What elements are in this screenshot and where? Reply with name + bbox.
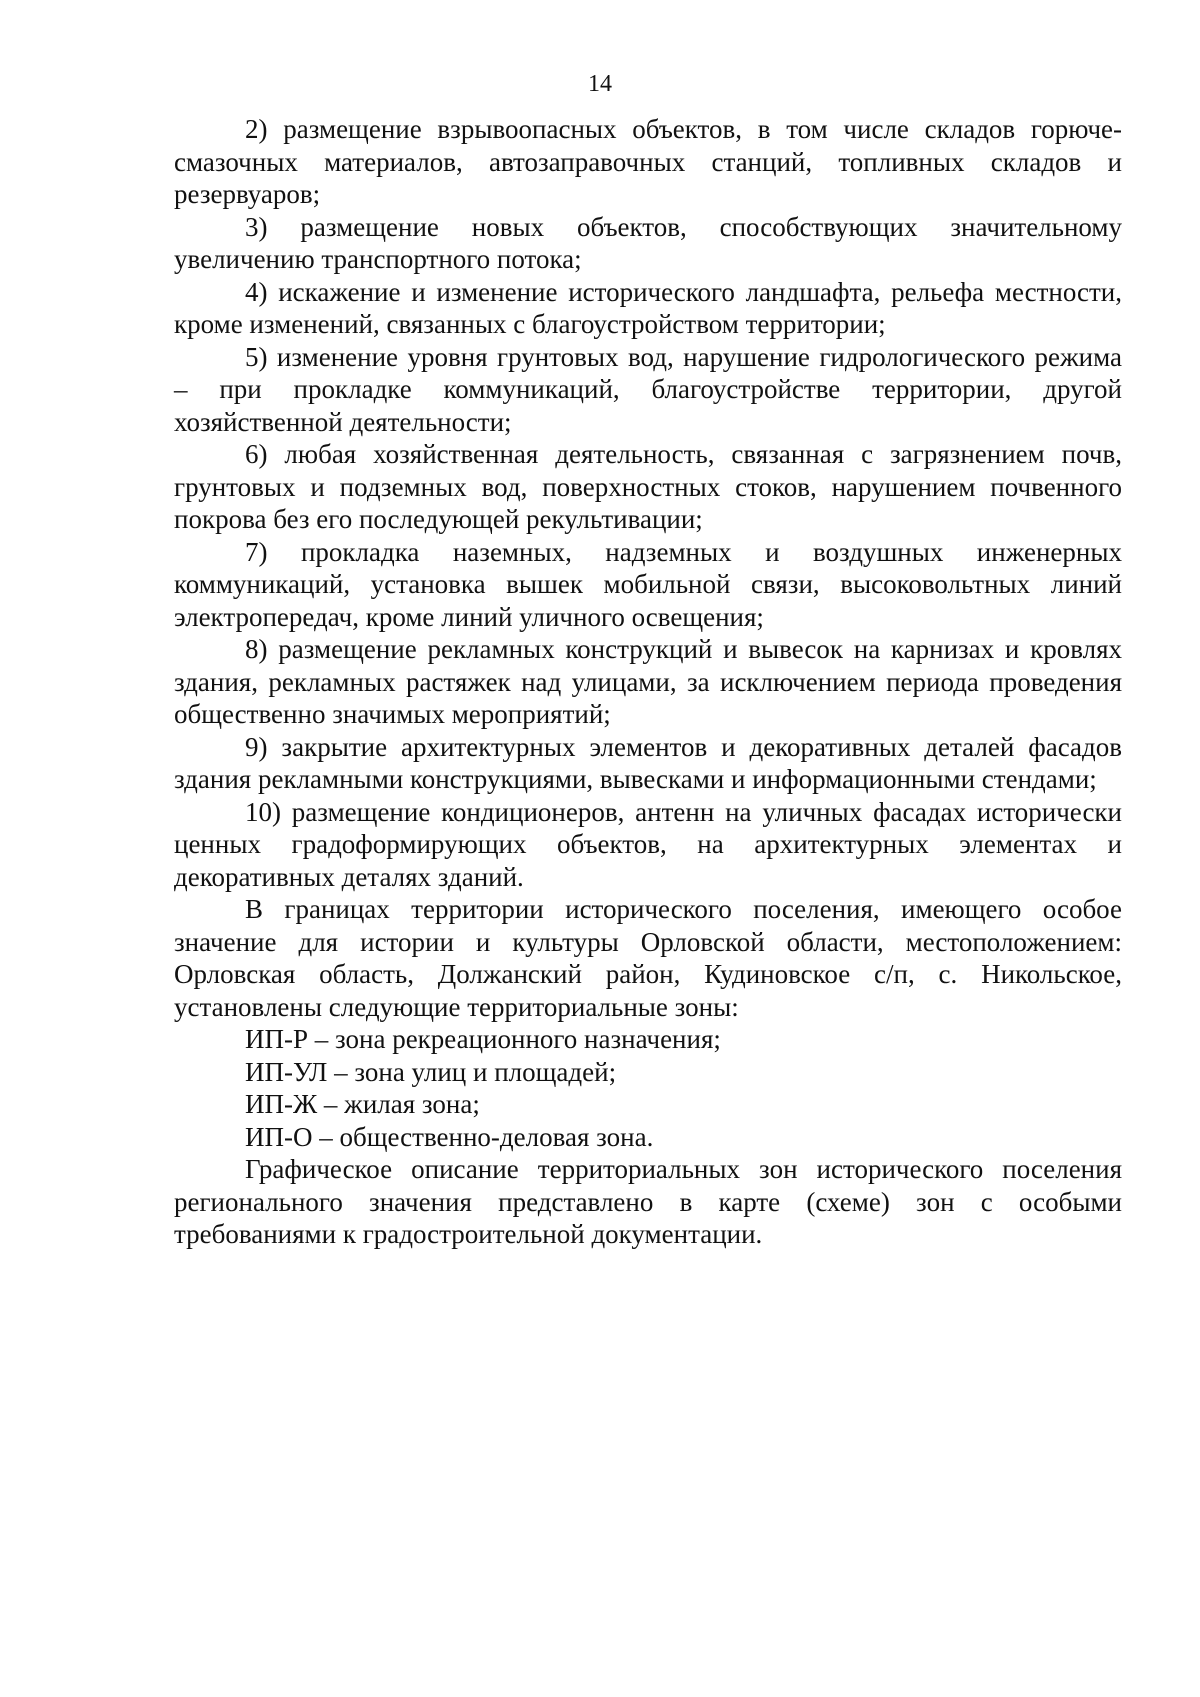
list-item-4: 4) искажение и изменение исторического ландшафта, рельефа местности, кроме изменений, связанных с благоустройством территории;: [174, 276, 1122, 339]
graphic-description-paragraph: Графическое описание территориальных зон исторического поселения регионального значения представлено в карте (схеме) зон с особыми требованиями к градостроительной документации.: [174, 1154, 1122, 1249]
list-item-9: 9) закрытие архитектурных элементов и декоративных деталей фасадов здания рекламными конструкциями, вывесками и информационными стендами;: [174, 731, 1122, 794]
zone-ip-zh: ИП-Ж – жилая зона;: [245, 1089, 480, 1119]
zones-intro-paragraph: В границах территории исторического поселения, имеющего особое значение для истории и культуры Орловской области, местоположением: Орловская область, Должанский район, Кудиновское с/п, с. Никольское, установлены следующие территориальные зоны:: [174, 894, 1122, 1022]
list-item-7: 7) прокладка наземных, надземных и воздушных инженерных коммуникаций, установка вышек мобильной связи, высоковольтных линий электропередач, кроме линий уличного освещения;: [174, 536, 1122, 632]
document-body: [174, 113, 1122, 1251]
list-item-6: 6) любая хозяйственная деятельность, связанная с загрязнением почв, грунтовых и подземных вод, поверхностных стоков, нарушением почвенного покрова без его последующей рекультивации;: [174, 439, 1122, 534]
list-item-8: 8) размещение рекламных конструкций и вывесок на карнизах и кровлях здания, рекламных растяжек над улицами, за исключением периода проведения общественно значимых мероприятий;: [174, 634, 1122, 729]
zone-ip-r: ИП-Р – зона рекреационного назначения;: [245, 1024, 721, 1054]
zone-ip-o: ИП-О – общественно-деловая зона.: [245, 1121, 654, 1152]
list-item-3: 3) размещение новых объектов, способствующих значительному увеличению транспортного потока;: [174, 211, 1122, 274]
list-item-5: 5) изменение уровня грунтовых вод, нарушение гидрологического режима – при прокладке коммуникаций, благоустройстве территории, другой хозяйственной деятельности;: [174, 341, 1122, 437]
list-item-2: 2) размещение взрывоопасных объектов, в том числе складов горюче-смазочных материалов, автозаправочных станций, топливных складов и резервуаров;: [174, 114, 1122, 209]
list-item-10: 10) размещение кондиционеров, антенн на уличных фасадах исторически ценных градоформирующих объектов, на архитектурных элементах и декоративных деталях зданий.: [174, 796, 1122, 892]
page-number: 14: [588, 71, 612, 97]
zone-ip-ul: ИП-УЛ – зона улиц и площадей;: [245, 1056, 617, 1087]
